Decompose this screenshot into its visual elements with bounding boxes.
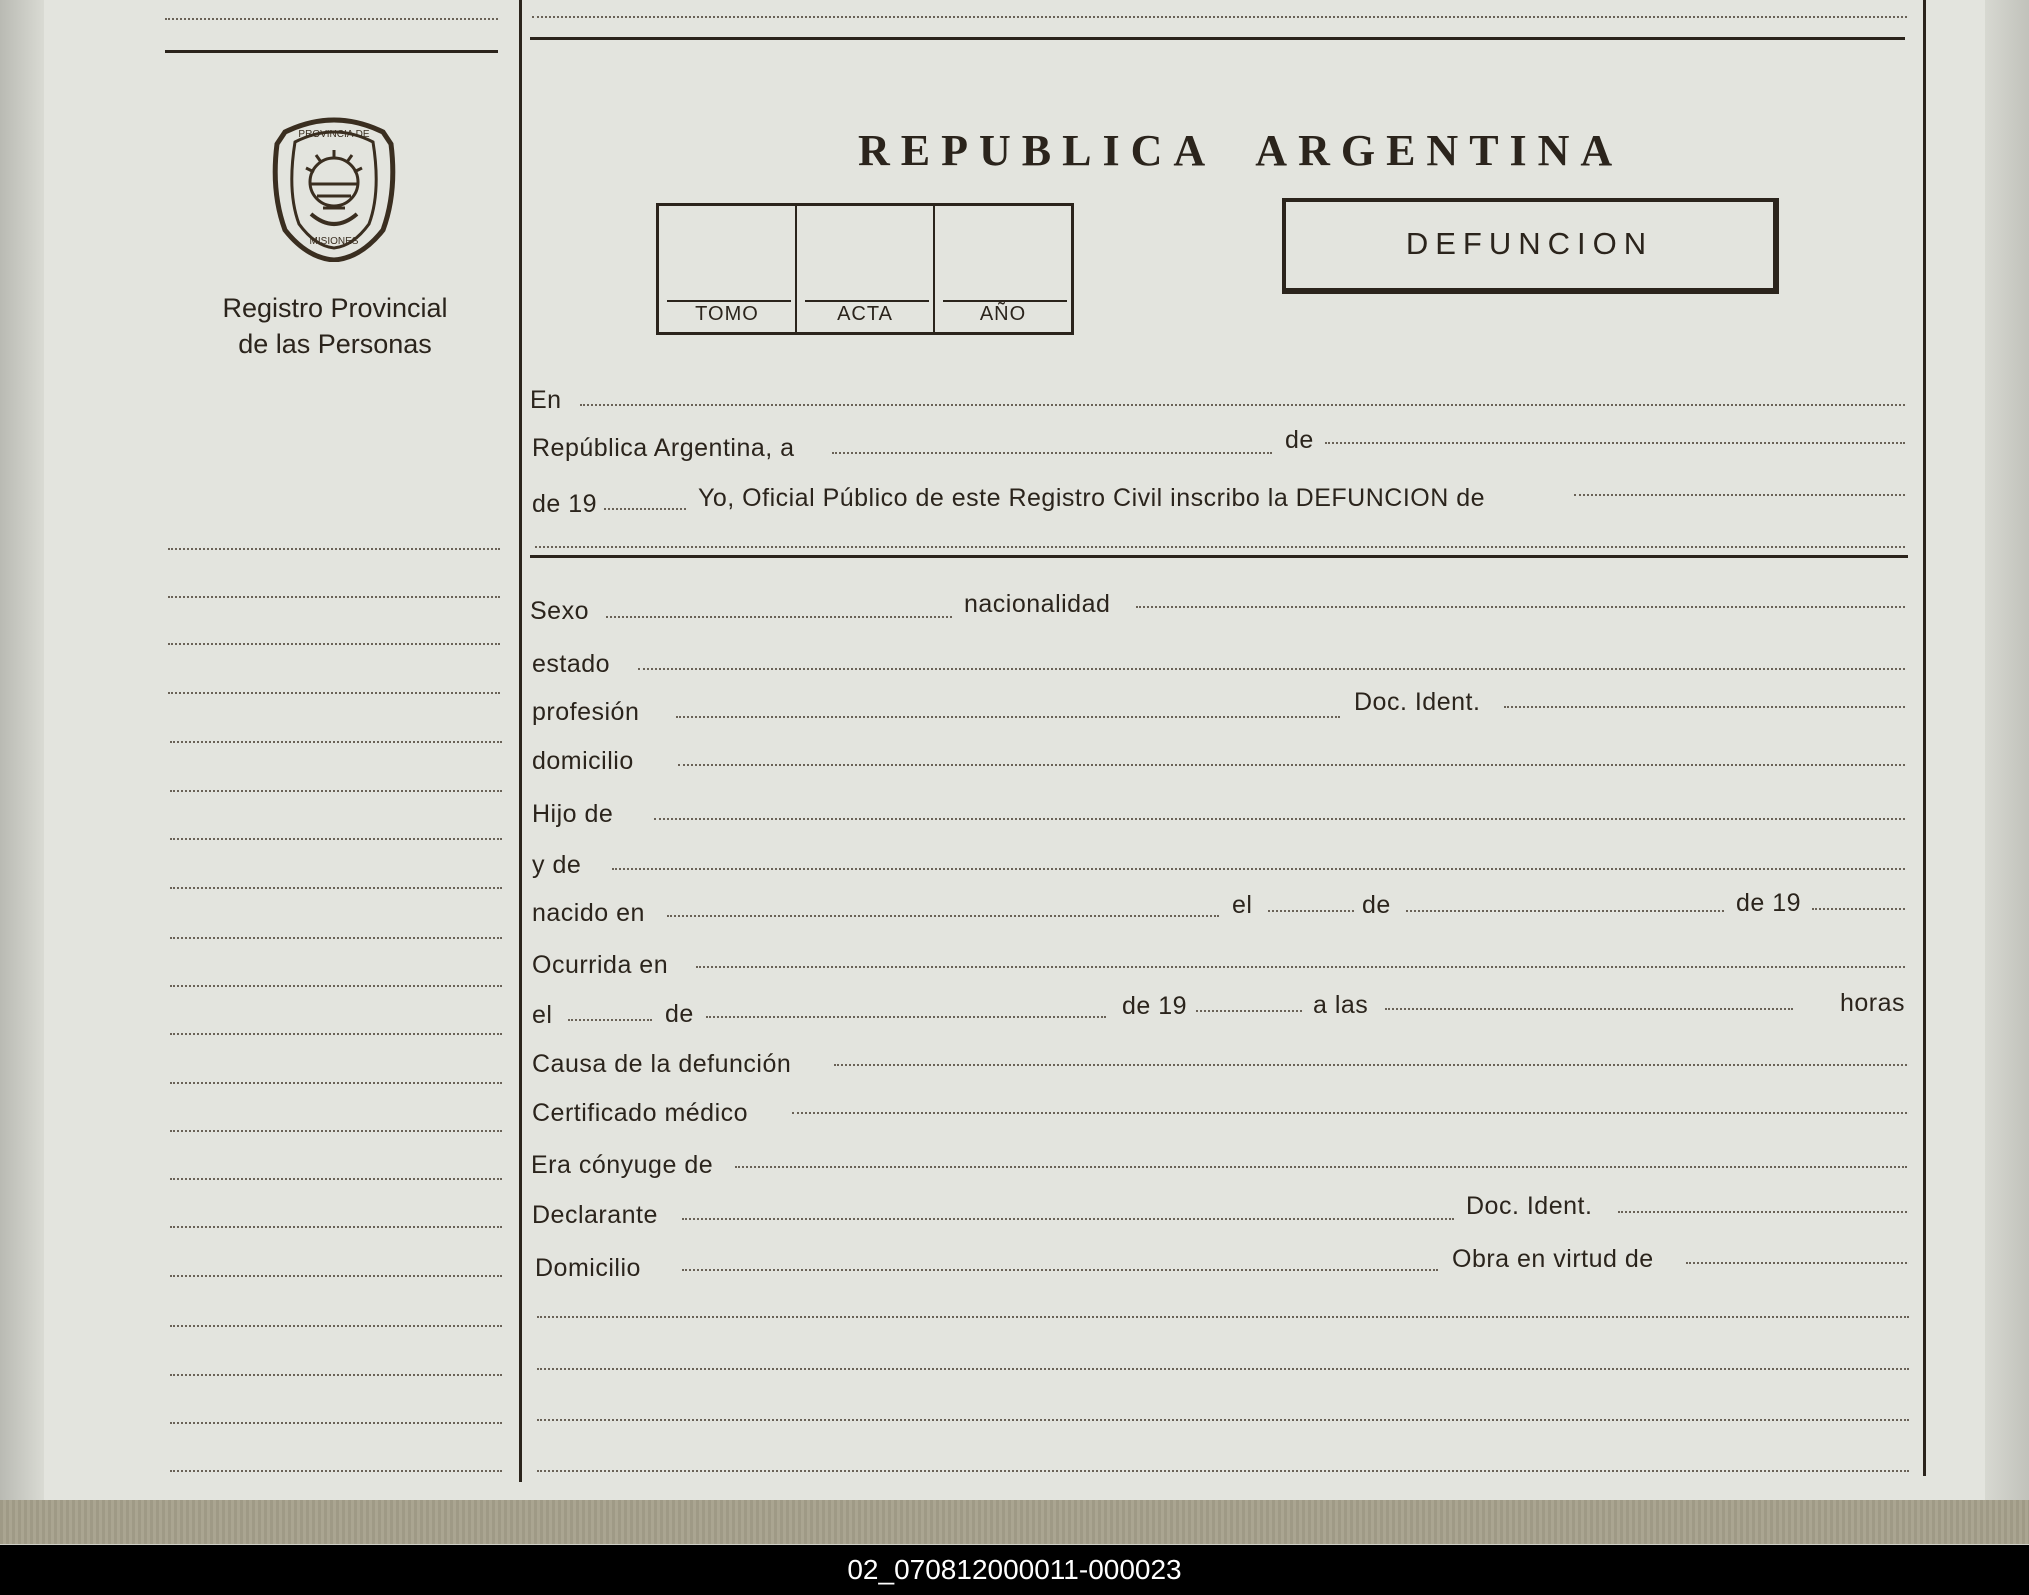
section-divider bbox=[530, 555, 1908, 558]
margin-line[interactable] bbox=[168, 643, 500, 645]
label-hijo-de: Hijo de bbox=[532, 800, 614, 828]
field-estado[interactable] bbox=[638, 668, 1905, 670]
margin-line[interactable] bbox=[170, 1374, 502, 1376]
field-month[interactable] bbox=[1325, 442, 1905, 444]
margin-line[interactable] bbox=[170, 1082, 502, 1084]
label-profesion: profesión bbox=[532, 698, 640, 726]
label-nacido-en: nacido en bbox=[532, 899, 645, 927]
acta-label: ACTA bbox=[837, 303, 893, 325]
right-header-rule bbox=[530, 37, 1905, 40]
label-republica: República Argentina, a bbox=[532, 434, 795, 462]
margin-line[interactable] bbox=[170, 1275, 502, 1277]
field-obra[interactable] bbox=[1686, 1262, 1907, 1264]
document-type-box bbox=[1282, 198, 1779, 294]
seal-bottom-text: MISIONES bbox=[309, 236, 359, 247]
margin-line[interactable] bbox=[170, 1226, 502, 1228]
margin-line[interactable] bbox=[170, 1178, 502, 1180]
margin-line[interactable] bbox=[170, 1130, 502, 1132]
margin-line[interactable] bbox=[170, 790, 502, 792]
label-de-birth: de bbox=[1362, 891, 1391, 919]
field-hour[interactable] bbox=[1385, 1008, 1793, 1010]
label-nacionalidad: nacionalidad bbox=[964, 590, 1111, 618]
field-domicilio[interactable] bbox=[678, 764, 1905, 766]
field-death-year[interactable] bbox=[1196, 1010, 1302, 1012]
label-el: el bbox=[1232, 891, 1253, 919]
field-deceased-name[interactable] bbox=[1574, 494, 1905, 496]
field-conyuge[interactable] bbox=[735, 1166, 1907, 1168]
field-causa[interactable] bbox=[834, 1064, 1907, 1066]
book-spine bbox=[0, 1500, 2029, 1544]
label-estado: estado bbox=[532, 650, 611, 678]
column-divider bbox=[519, 0, 522, 1482]
registry-name bbox=[165, 290, 505, 362]
margin-line[interactable] bbox=[170, 741, 502, 743]
field-year[interactable] bbox=[604, 508, 686, 510]
label-a-las: a las bbox=[1313, 991, 1369, 1019]
field-birth-month[interactable] bbox=[1406, 910, 1724, 912]
page-right-edge bbox=[1985, 0, 2029, 1510]
field-declarante[interactable] bbox=[682, 1218, 1454, 1220]
label-doc-ident-2: Doc. Ident. bbox=[1466, 1192, 1593, 1220]
label-de-death: de bbox=[665, 1000, 694, 1028]
field-sexo[interactable] bbox=[606, 616, 952, 618]
label-de19: de 19 bbox=[532, 490, 598, 518]
field-deceased-name-cont[interactable] bbox=[535, 546, 1905, 548]
record-number-grid bbox=[656, 203, 1074, 335]
field-domicilio-2[interactable] bbox=[682, 1269, 1438, 1271]
registry-line-1: Registro Provincial bbox=[222, 293, 448, 323]
label-horas: horas bbox=[1840, 989, 1906, 1017]
margin-line[interactable] bbox=[170, 1422, 502, 1424]
right-border bbox=[1923, 0, 1926, 1476]
field-doc-ident[interactable] bbox=[1504, 706, 1905, 708]
margin-line[interactable] bbox=[170, 937, 502, 939]
blank-line[interactable] bbox=[537, 1368, 1909, 1370]
field-certificado[interactable] bbox=[792, 1112, 1907, 1114]
label-conyuge: Era cónyuge de bbox=[531, 1151, 714, 1179]
field-day[interactable] bbox=[832, 452, 1272, 454]
acta-cell[interactable] bbox=[797, 206, 935, 332]
margin-line[interactable] bbox=[170, 985, 502, 987]
provincial-seal-icon bbox=[265, 112, 403, 262]
field-birth-year[interactable] bbox=[1812, 908, 1905, 910]
ano-label: AÑO bbox=[979, 303, 1027, 325]
field-profesion[interactable] bbox=[676, 716, 1340, 718]
blank-line[interactable] bbox=[537, 1419, 1909, 1421]
label-doc-ident: Doc. Ident. bbox=[1354, 688, 1481, 716]
statement-text: Yo, Oficial Público de este Registro Civil inscribo la DEFUNCION de bbox=[698, 484, 1486, 512]
field-y-de[interactable] bbox=[612, 868, 1905, 870]
image-id-footer: 02_070812000011-000023 bbox=[0, 1545, 2029, 1595]
field-en[interactable] bbox=[580, 404, 1905, 406]
page-title: REPUBLICA ARGENTINA bbox=[858, 126, 1624, 175]
margin-line[interactable] bbox=[170, 838, 502, 840]
field-hijo-de[interactable] bbox=[654, 818, 1905, 820]
label-de: de bbox=[1285, 426, 1314, 454]
field-ocurrida-en[interactable] bbox=[696, 966, 1905, 968]
label-de19-death: de 19 bbox=[1122, 992, 1188, 1020]
margin-line[interactable] bbox=[170, 1470, 502, 1472]
label-en: En bbox=[530, 386, 562, 414]
blank-line[interactable] bbox=[537, 1470, 1909, 1472]
blank-line[interactable] bbox=[537, 1316, 1909, 1318]
label-certificado: Certificado médico bbox=[532, 1099, 749, 1127]
top-right-dotted-line bbox=[532, 16, 1907, 18]
label-domicilio: domicilio bbox=[532, 747, 634, 775]
margin-line[interactable] bbox=[170, 1033, 502, 1035]
label-declarante: Declarante bbox=[532, 1201, 658, 1229]
field-doc-ident-2[interactable] bbox=[1618, 1211, 1907, 1213]
tomo-label: TOMO bbox=[695, 303, 759, 325]
ano-cell[interactable] bbox=[935, 206, 1071, 332]
label-de19-birth: de 19 bbox=[1736, 889, 1802, 917]
field-death-day[interactable] bbox=[568, 1019, 652, 1021]
label-domicilio-2: Domicilio bbox=[535, 1254, 641, 1282]
margin-line[interactable] bbox=[168, 692, 500, 694]
margin-line[interactable] bbox=[168, 548, 500, 550]
field-death-month[interactable] bbox=[706, 1016, 1106, 1018]
label-obra: Obra en virtud de bbox=[1452, 1245, 1654, 1273]
margin-line[interactable] bbox=[168, 596, 500, 598]
top-left-dotted-line bbox=[165, 18, 498, 20]
field-nacionalidad[interactable] bbox=[1136, 606, 1905, 608]
label-sexo: Sexo bbox=[530, 597, 589, 625]
label-causa: Causa de la defunción bbox=[532, 1050, 792, 1078]
seal-top-text: PROVINCIA DE bbox=[298, 129, 370, 140]
field-birth-day[interactable] bbox=[1268, 910, 1354, 912]
label-el-death: el bbox=[532, 1001, 553, 1029]
label-y-de: y de bbox=[532, 851, 582, 879]
field-nacido-en[interactable] bbox=[667, 915, 1219, 917]
document-type: DEFUNCION bbox=[1405, 226, 1654, 261]
left-header-rule bbox=[165, 50, 498, 53]
registry-line-2: de las Personas bbox=[238, 329, 432, 359]
tomo-cell[interactable] bbox=[659, 206, 797, 332]
margin-line[interactable] bbox=[170, 1325, 502, 1327]
label-ocurrida-en: Ocurrida en bbox=[532, 951, 669, 979]
margin-line[interactable] bbox=[170, 887, 502, 889]
